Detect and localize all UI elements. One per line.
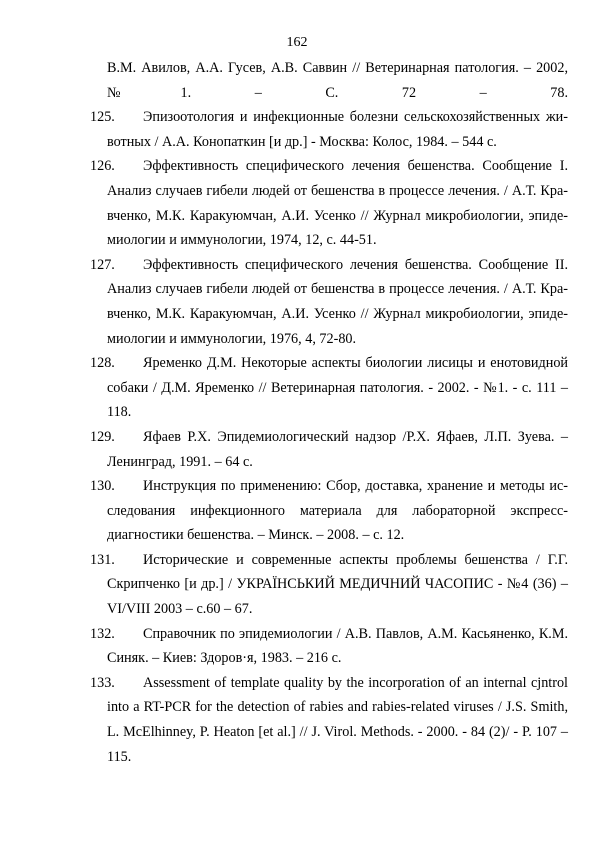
reference-number: 133. xyxy=(90,674,115,691)
reference-number: 130. xyxy=(90,478,115,495)
reference-item xyxy=(90,154,568,252)
reference-line: L. McElhinney, P. Heaton [et al.] // J. Virol. Methods. - 2000. - 84 (2)/ - P. 107 – xyxy=(107,724,568,741)
reference-line: миологии и иммунологии, 1976, 4, 72-80. xyxy=(107,330,357,347)
reference-line: Анализ случаев гибели людей от бешенства в процессе лечения. / А.Т. Кра- xyxy=(107,281,568,298)
reference-number: 128. xyxy=(90,355,115,372)
reference-number: 127. xyxy=(90,256,115,273)
reference-item xyxy=(90,671,568,769)
reference-line: диагностики бешенства. – Минск. – 2008. – с. 12. xyxy=(107,527,405,544)
reference-line: Эффективность специфического лечения бешенства. Сообщение I. xyxy=(143,158,568,175)
reference-item xyxy=(90,622,568,671)
reference-line: вотных / А.А. Конопаткин [и др.] - Москва: Колос, 1984. – 544 с. xyxy=(107,133,497,150)
reference-line: Исторические и современные аспекты проблемы бешенства / Г.Г. xyxy=(143,551,568,568)
reference-item xyxy=(90,105,568,154)
reference-number: 129. xyxy=(90,428,115,445)
reference-item xyxy=(90,425,568,474)
reference-line: into a RT-PCR for the detection of rabies and rabies-related viruses / J.S. Smith, xyxy=(107,699,568,716)
reference-line: VI/VIII 2003 – с.60 – 67. xyxy=(107,601,253,618)
reference-item xyxy=(90,548,568,622)
reference-line: Синяк. – Киев: Здоров·я, 1983. – 216 с. xyxy=(107,650,342,667)
reference-number: 126. xyxy=(90,158,115,175)
reference-number: 125. xyxy=(90,109,115,126)
reference-item xyxy=(90,474,568,548)
reference-item xyxy=(90,351,568,425)
reference-line: Яфаев Р.Х. Эпидемиологический надзор /Р.Х. Яфаев, Л.П. Зуева. – xyxy=(143,428,568,445)
reference-line: Эффективность специфического лечения бешенства. Сообщение II. xyxy=(143,256,568,273)
reference-line: следования инфекционного материала для лабораторной экспресс- xyxy=(107,502,568,519)
reference-line: Скрипченко [и др.] / УКРАЇНСЬКИЙ МЕДИЧНИЙ ЧАСОПИС - №4 (36) – xyxy=(107,576,568,593)
reference-line: вченко, М.К. Каракуюмчан, А.И. Усенко // Журнал микробиологии, эпиде- xyxy=(107,207,568,224)
reference-line: Инструкция по применению: Сбор, доставка, хранение и методы ис- xyxy=(143,478,568,495)
reference-line: №1. – С. 72 – 78. xyxy=(107,84,568,101)
reference-list xyxy=(90,56,568,769)
reference-number: 131. xyxy=(90,551,115,568)
reference-number: 132. xyxy=(90,625,115,642)
reference-line: Справочник по эпидемиологии / А.В. Павлов, А.М. Касьяненко, К.М. xyxy=(143,625,568,642)
reference-line: собаки / Д.М. Яременко // Ветеринарная патология. - 2002. - №1. - с. 111 – xyxy=(107,379,568,396)
reference-line: вченко, М.К. Каракуюмчан, А.И. Усенко // Журнал микробиологии, эпиде- xyxy=(107,305,568,322)
reference-line: 118. xyxy=(107,404,132,421)
reference-line: Яременко Д.М. Некоторые аспекты биологии лисицы и енотовидной xyxy=(143,355,568,372)
reference-line: 115. xyxy=(107,748,132,765)
reference-item xyxy=(90,253,568,351)
reference-line: В.М. Авилов, А.А. Гусев, А.В. Саввин // Ветеринарная патология. – 2002, xyxy=(107,60,568,76)
reference-continuation xyxy=(107,56,568,105)
reference-line: Ленинград, 1991. – 64 с. xyxy=(107,453,253,470)
reference-line: Эпизоотология и инфекционные болезни сельскохозяйственных жи- xyxy=(143,109,568,126)
reference-line: Assessment of template quality by the incorporation of an internal cjntrol xyxy=(143,674,568,691)
reference-line: Анализ случаев гибели людей от бешенства в процессе лечения. / А.Т. Кра- xyxy=(107,182,568,199)
reference-line: миологии и иммунологии, 1974, 12, с. 44-51. xyxy=(107,232,377,249)
page-number: 162 xyxy=(286,35,308,50)
